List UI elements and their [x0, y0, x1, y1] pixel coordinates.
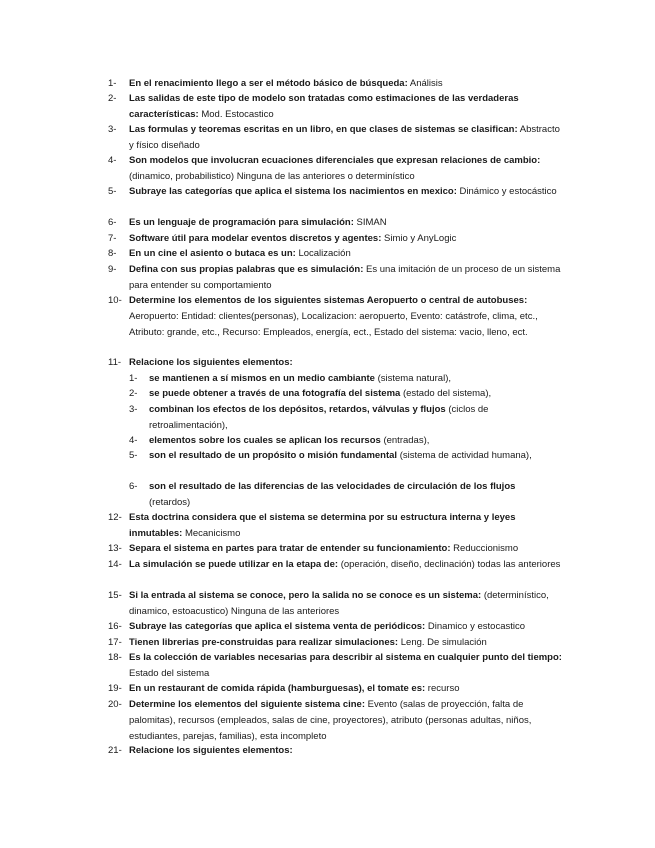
question-text: Software útil para modelar eventos discretos y agentes: — [129, 233, 382, 244]
relation-answer: (ciclos de retroalimentación), — [149, 404, 489, 431]
relation-answer: (estado del sistema), — [400, 388, 492, 399]
question-text: Esta doctrina considera que el sistema se determina por su estructura interna y leyes inmutables: — [129, 512, 516, 539]
relation-item-3: 3- combinan los efectos de los depósitos, retardos, válvulas y flujos (ciclos de retroalimentación), — [129, 404, 489, 431]
question-10: 10- Determine los elementos de los siguientes sistemas Aeropuerto o central de autobuses: Aeropuerto: Entidad: clientes(personas), Localizacion: aeropuerto, Evento: catástrofe, clima, etc., Atributo: grande, etc., Recurso: Empleados, energía, ect., Estado del sistema: vacio, lleno, ect. — [108, 295, 538, 338]
relation-text: son el resultado de un propósito o misión fundamental — [149, 450, 398, 461]
question-2: 2- Las salidas de este tipo de modelo son tratadas como estimaciones de las verdaderas características: Mod. Estocastico — [108, 93, 519, 120]
answer-text: Simio y AnyLogic — [381, 233, 457, 244]
answer-text: (determinístico, dinamico, estoacustico) Ninguna de las anteriores — [129, 590, 549, 617]
question-text: Subraye las categorías que aplica el sistema venta de periódicos: — [129, 621, 426, 632]
question-3: 3- Las formulas y teoremas escritas en un libro, en que clases de sistemas se clasifican: Abstracto y físico diseñado — [108, 124, 560, 151]
answer-text: Dinamico y estocastico — [425, 621, 526, 632]
question-text: La simulación se puede utilizar en la etapa de: — [129, 559, 339, 570]
answer-text: Mecanicismo — [182, 527, 241, 539]
question-text: Relacione los siguientes elementos: — [129, 745, 293, 756]
question-text: Es un lenguaje de programación para simulación: — [129, 217, 354, 228]
question-6: 6- Es un lenguaje de programación para simulación: SIMAN — [108, 217, 387, 228]
answer-text: Leng. De simulación — [398, 637, 487, 648]
relation-answer: (sistema de actividad humana), — [397, 450, 532, 461]
answer-text: Abstracto y físico diseñado — [129, 124, 560, 151]
question-5: 5- Subraye las categorías que aplica el sistema los nacimientos en mexico: Dinámico y estocástico — [108, 186, 557, 197]
answer-text: Localización — [295, 248, 351, 259]
question-text: En un restaurant de comida rápida (hamburguesas), el tomate es: — [129, 683, 426, 694]
question-text: Subraye las categorías que aplica el sistema los nacimientos en mexico: — [129, 186, 457, 197]
relation-item-4: 4- elementos sobre los cuales se aplican los recursos (entradas), — [129, 435, 430, 446]
relation-text: combinan los efectos de los depósitos, retardos, válvulas y flujos — [149, 404, 446, 415]
relation-text: elementos sobre los cuales se aplican los recursos — [149, 435, 381, 446]
question-1: 1- En el renacimiento llego a ser el método básico de búsqueda: Análisis — [108, 78, 443, 89]
question-4: 4- Son modelos que involucran ecuaciones diferenciales que expresan relaciones de cambio: (dinamico, probabilistico) Ninguna de las anteriores o determinístico — [108, 155, 541, 182]
question-text: En un cine el asiento o butaca es un: — [129, 248, 296, 259]
question-text: En el renacimiento llego a ser el método básico de búsqueda: — [129, 78, 408, 89]
question-text: Si la entrada al sistema se conoce, pero la salida no se conoce es un sistema: — [129, 590, 482, 601]
answer-text: Reduccionismo — [450, 543, 519, 554]
relation-answer: (entradas), — [380, 435, 430, 446]
question-21: 21- Relacione los siguientes elementos: — [108, 745, 293, 756]
question-9: 9- Defina con sus propias palabras que es simulación: Es una imitación de un proceso de un sistema para entender su comportamiento — [108, 264, 561, 291]
relation-item-1: 1- se mantienen a sí mismos en un medio cambiante (sistema natural), — [129, 373, 451, 384]
question-11: 11- Relacione los siguientes elementos: — [108, 357, 293, 368]
question-13: 13- Separa el sistema en partes para tratar de entender su funcionamiento: Reduccionismo — [108, 543, 519, 554]
question-19: 19- En un restaurant de comida rápida (hamburguesas), el tomate es: recurso — [108, 683, 460, 694]
question-17: 17- Tienen librerias pre-construidas para realizar simulaciones: Leng. De simulación — [108, 637, 487, 648]
answer-text: Mod. Estocastico — [198, 108, 274, 120]
question-16: 16- Subraye las categorías que aplica el sistema venta de periódicos: Dinamico y estocastico — [108, 621, 526, 632]
answer-text: Análisis — [407, 78, 443, 89]
relation-item-2: 2- se puede obtener a través de una fotografía del sistema (estado del sistema), — [129, 388, 492, 399]
answer-text: Evento (salas de proyección, falta de palomitas), recursos (empleados, salas de cine, proyectores), atributo (personas adultas, niños, estudiantes, parejas, familias), esta incompleto — [129, 699, 532, 742]
question-text: Determine los elementos de los siguientes sistemas Aeropuerto o central de autobuses: — [129, 295, 528, 306]
answer-text: Aeropuerto: Entidad: clientes(personas), Localizacion: aeropuerto, Evento: catástrofe, clima, etc., Atributo: grande, etc., Recurso: Empleados, energía, ect., Estado del sistema: vacio, lleno, ect. — [129, 310, 538, 338]
question-18: 18- Es la colección de variables necesarias para describir al sistema en cualquier punto del tiempo: Estado del sistema — [108, 652, 562, 679]
answer-text: SIMAN — [353, 217, 387, 228]
relation-answer: (retardos) — [149, 496, 191, 508]
question-text: Defina con sus propias palabras que es simulación: — [129, 264, 364, 275]
relation-text: son el resultado de las diferencias de las velocidades de circulación de los flujos — [149, 481, 516, 492]
question-text: Las salidas de este tipo de modelo son tratadas como estimaciones de las verdaderas características: — [129, 93, 519, 120]
answer-text: Dinámico y estocástico — [456, 186, 557, 197]
question-20: 20- Determine los elementos del siguiente sistema cine: Evento (salas de proyección, falta de palomitas), recursos (empleados, salas de cine, proyectores), atributo (personas adultas, niños, estudiantes, parejas, familias), esta incompleto — [108, 699, 532, 742]
question-14: 14- La simulación se puede utilizar en la etapa de: (operación, diseño, declinación) todas las anteriores — [108, 559, 561, 570]
relation-text: se puede obtener a través de una fotografía del sistema — [149, 388, 401, 399]
relation-item-6: 6- son el resultado de las diferencias de las velocidades de circulación de los flujos (retardos) — [129, 481, 516, 508]
question-text: Determine los elementos del siguiente sistema cine: — [129, 699, 365, 710]
question-8: 8- En un cine el asiento o butaca es un: Localización — [108, 248, 351, 259]
relation-text: se mantienen a sí mismos en un medio cambiante — [149, 373, 375, 384]
answer-text: (operación, diseño, declinación) todas las anteriores — [338, 559, 561, 570]
question-text: Relacione los siguientes elementos: — [129, 357, 293, 368]
question-text: Tienen librerias pre-construidas para realizar simulaciones: — [129, 637, 399, 648]
answer-text: (dinamico, probabilistico) Ninguna de las anteriores o determinístico — [129, 170, 415, 182]
answer-text: Es una imitación de un proceso de un sistema para entender su comportamiento — [129, 264, 561, 291]
question-text: Las formulas y teoremas escritas en un libro, en que clases de sistemas se clasifican: — [129, 124, 518, 135]
answer-text: recurso — [425, 683, 460, 694]
question-text: Son modelos que involucran ecuaciones diferenciales que expresan relaciones de cambio: — [129, 155, 541, 166]
relation-item-5: 5- son el resultado de un propósito o misión fundamental (sistema de actividad humana), — [129, 450, 532, 461]
question-text: Es la colección de variables necesarias para describir al sistema en cualquier punto del tiempo: — [129, 652, 562, 663]
question-15: 15- Si la entrada al sistema se conoce, pero la salida no se conoce es un sistema: (determinístico, dinamico, estoacustico) Ninguna de las anteriores — [108, 590, 549, 617]
answer-text: Estado del sistema — [129, 667, 210, 679]
question-text: Separa el sistema en partes para tratar de entender su funcionamiento: — [129, 543, 451, 554]
relation-answer: (sistema natural), — [374, 373, 451, 384]
question-12: 12- Esta doctrina considera que el sistema se determina por su estructura interna y leyes inmutables: Mecanicismo — [108, 512, 516, 539]
question-7: 7- Software útil para modelar eventos discretos y agentes: Simio y AnyLogic — [108, 233, 457, 244]
